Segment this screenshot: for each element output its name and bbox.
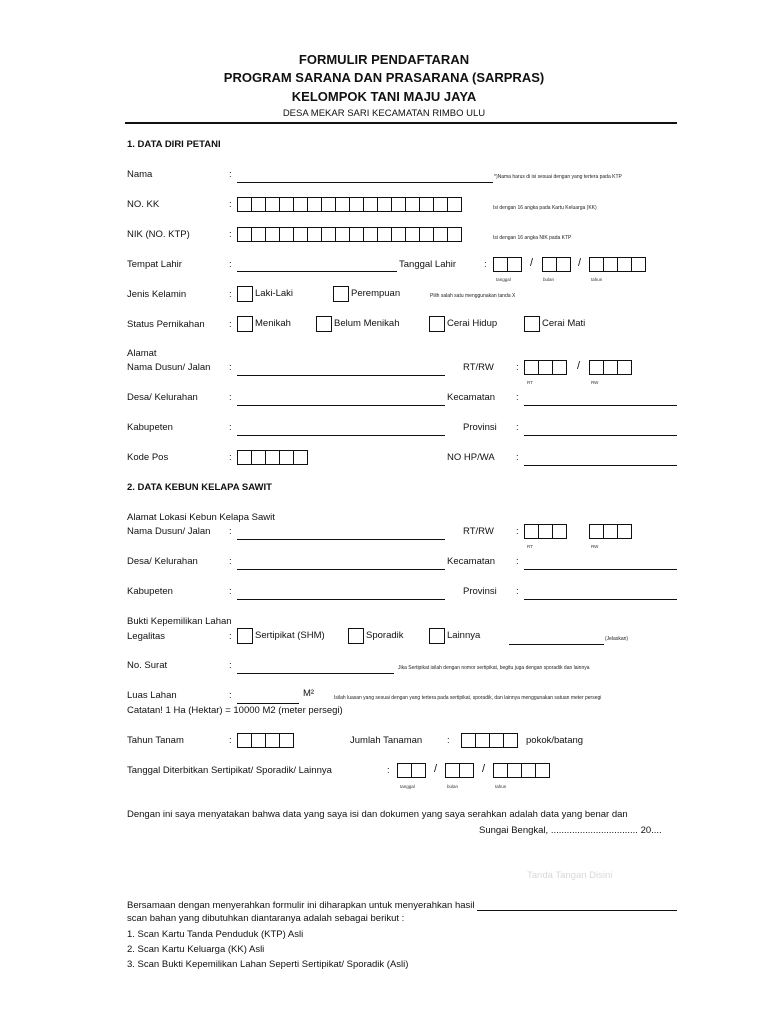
rt-rw-slash: /: [577, 360, 581, 372]
colon: :: [229, 169, 232, 180]
status-label: Status Pernikahan: [127, 319, 205, 330]
kabupeten-label: Kabupeten: [127, 422, 173, 433]
nosurat-label: No. Surat: [127, 660, 168, 671]
program-title: PROGRAM SARANA DAN PRASARANA (SARPRAS): [223, 70, 545, 85]
laki-checkbox[interactable]: [237, 286, 253, 302]
tahun-tanam-boxes[interactable]: [237, 733, 293, 748]
luas-note: Isilah luasan yang sesuai dengan yang tertera pada sertipikat, sporadik, dan lainnya menggunakan satuan meter persegi: [334, 695, 602, 701]
nosurat-note: Jika Sertipikat isilah dengan nomor sertipikat, begitu juga dengan sporadik dan lainnya: [398, 665, 590, 671]
date-slash: /: [434, 763, 438, 775]
nik-label: NIK (NO. KTP): [127, 229, 190, 240]
nama-field[interactable]: [237, 182, 493, 183]
colon: :: [229, 526, 232, 537]
lainnya-checkbox[interactable]: [429, 628, 445, 644]
group-title: KELOMPOK TANI MAJU JAYA: [291, 89, 477, 104]
colon: :: [229, 735, 232, 746]
luas-label: Luas Lahan: [127, 690, 177, 701]
tempat-lahir-field[interactable]: [237, 271, 397, 272]
shm-checkbox[interactable]: [237, 628, 253, 644]
kabupeten-field[interactable]: [237, 435, 445, 436]
requirement-item: 2. Scan Kartu Keluarga (KK) Asli: [127, 944, 265, 955]
tahun-caption: tahun: [591, 277, 603, 282]
cerai-mati-label: Cerai Mati: [542, 318, 586, 329]
colon: :: [516, 392, 519, 403]
alamat-kebun-label: Alamat Lokasi Kebun Kelapa Sawit: [127, 512, 275, 523]
provinsi-field[interactable]: [524, 435, 677, 436]
rtrw-label: RT/RW: [463, 362, 494, 373]
bulan-caption: bulan: [447, 784, 459, 789]
kk-note: Isi dengan 16 angka pada Kartu Keluarga (KK): [493, 205, 597, 211]
kebun-kecamatan-label: Kecamatan: [447, 556, 496, 567]
menikah-checkbox[interactable]: [237, 316, 253, 332]
lainnya-label: Lainnya: [447, 630, 481, 641]
colon: :: [229, 660, 232, 671]
kebun-kabupeten-label: Kabupeten: [127, 586, 173, 597]
kebun-rtrw-label: RT/RW: [463, 526, 494, 537]
kebun-provinsi-label: Provinsi: [463, 586, 497, 597]
legalitas-label: Legalitas: [127, 631, 166, 642]
nama-note: *)Nama harus di isi sesuai dengan yang tertera pada KTP: [494, 174, 622, 180]
menikah-label: Menikah: [255, 318, 291, 329]
nama-label: Nama: [127, 169, 153, 180]
jenis-kelamin-label: Jenis Kelamin: [127, 289, 187, 300]
village-subtitle: DESA MEKAR SARI KECAMATAN RIMBO ULU: [282, 108, 486, 119]
kebun-rt-boxes[interactable]: [524, 524, 566, 539]
dusun-label: Nama Dusun/ Jalan: [127, 362, 211, 373]
perempuan-label: Perempuan: [351, 288, 401, 299]
desa-field[interactable]: [237, 405, 445, 406]
luas-field[interactable]: [237, 703, 299, 704]
lainnya-field[interactable]: [509, 644, 604, 645]
colon: :: [229, 452, 232, 463]
kebun-desa-field[interactable]: [237, 569, 445, 570]
jumlah-boxes[interactable]: [461, 733, 517, 748]
colon: :: [229, 259, 232, 270]
nohp-label: NO HP/WA: [447, 452, 495, 463]
kecamatan-label: Kecamatan: [447, 392, 496, 403]
kebun-kecamatan-field[interactable]: [524, 569, 677, 570]
section-2-heading: 2. DATA KEBUN KELAPA SAWIT: [127, 482, 272, 493]
rt-caption: RT: [527, 544, 533, 549]
colon: :: [516, 422, 519, 433]
tanggal-terbit-label: Tanggal Diterbitkan Sertipikat/ Sporadik/ Lainnya: [127, 765, 332, 776]
dusun-field[interactable]: [237, 375, 445, 376]
requirement-item: 1. Scan Kartu Tanda Penduduk (KTP) Asli: [127, 929, 304, 940]
colon: :: [229, 319, 232, 330]
colon: :: [229, 631, 232, 642]
tempat-lahir-label: Tempat Lahir: [127, 259, 182, 270]
kecamatan-field[interactable]: [524, 405, 677, 406]
colon: :: [229, 690, 232, 701]
tanggal-lahir-label: Tanggal Lahir: [399, 259, 457, 270]
pilih-note: Pilih salah satu menggunakan tanda X: [430, 293, 516, 299]
alamat-label: Alamat: [127, 348, 157, 359]
cerai-hidup-checkbox[interactable]: [429, 316, 445, 332]
nik-note: Isi dengan 16 angka NIK pada KTP: [493, 235, 572, 241]
rt-boxes[interactable]: [524, 360, 566, 375]
footer-line-2: scan bahan yang dibutuhkan diantaranya adalah sebagai berikut :: [127, 913, 405, 924]
colon: :: [516, 556, 519, 567]
belum-menikah-label: Belum Menikah: [334, 318, 400, 329]
footer-line-1: Bersamaan dengan menyerahkan formulir ini diharapkan untuk menyerahkan hasil: [127, 900, 475, 911]
bukti-label: Bukti Kepemilikan Lahan: [127, 616, 232, 627]
laki-label: Laki-Laki: [255, 288, 294, 299]
colon: :: [229, 289, 232, 300]
provinsi-label: Provinsi: [463, 422, 497, 433]
jelaskan-note: (Jelaskan): [605, 636, 629, 642]
kebun-dusun-field[interactable]: [237, 539, 445, 540]
terbit-year-boxes[interactable]: [493, 763, 549, 778]
nokk-label: NO. KK: [127, 199, 160, 210]
belum-menikah-checkbox[interactable]: [316, 316, 332, 332]
colon: :: [516, 586, 519, 597]
rw-boxes[interactable]: [589, 360, 631, 375]
nik-boxes[interactable]: [237, 227, 461, 242]
colon: :: [229, 199, 232, 210]
birth-year-boxes[interactable]: [589, 257, 645, 272]
tahun-tanam-label: Tahun Tanam: [127, 735, 184, 746]
header-divider: [125, 122, 677, 124]
kodepos-label: Kode Pos: [127, 452, 169, 463]
colon: :: [516, 452, 519, 463]
colon: :: [229, 392, 232, 403]
birth-day-boxes[interactable]: [493, 257, 521, 272]
jumlah-label: Jumlah Tanaman: [350, 735, 423, 746]
desa-label: Desa/ Kelurahan: [127, 392, 198, 403]
colon: :: [516, 362, 519, 373]
kebun-provinsi-field[interactable]: [524, 599, 677, 600]
shm-label: Sertipikat (SHM): [255, 630, 325, 641]
section-1-heading: 1. DATA DIRI PETANI: [127, 139, 221, 150]
kebun-rw-boxes[interactable]: [589, 524, 631, 539]
date-slash: /: [530, 257, 534, 269]
tanggal-caption: tanggal: [400, 784, 415, 789]
m2-unit: M²: [303, 688, 315, 699]
signature-placeholder: Tanda Tangan Disini: [527, 870, 613, 881]
birth-month-boxes[interactable]: [542, 257, 570, 272]
terbit-day-boxes[interactable]: [397, 763, 425, 778]
sporadik-label: Sporadik: [366, 630, 404, 641]
cerai-mati-checkbox[interactable]: [524, 316, 540, 332]
terbit-month-boxes[interactable]: [445, 763, 473, 778]
perempuan-checkbox[interactable]: [333, 286, 349, 302]
tahun-caption: tahun: [495, 784, 507, 789]
bulan-caption: bulan: [543, 277, 555, 282]
requirement-item: 3. Scan Bukti Kepemilikan Lahan Seperti Sertipikat/ Sporadik (Asli): [127, 959, 409, 970]
rt-caption: RT: [527, 380, 533, 385]
kebun-kabupeten-field[interactable]: [237, 599, 445, 600]
form-title: FORMULIR PENDAFTARAN: [298, 52, 470, 67]
rw-caption: RW: [591, 380, 599, 385]
kebun-dusun-label: Nama Dusun/ Jalan: [127, 526, 211, 537]
colon: :: [229, 229, 232, 240]
catatan-text: Catatan! 1 Ha (Hektar) = 10000 M2 (meter persegi): [127, 705, 343, 716]
nosurat-field[interactable]: [237, 673, 394, 674]
declaration-text: Dengan ini saya menyatakan bahwa data yang saya isi dan dokumen yang saya serahkan adalah data yang benar dan: [127, 809, 628, 820]
tanggal-caption: tanggal: [496, 277, 511, 282]
kebun-desa-label: Desa/ Kelurahan: [127, 556, 198, 567]
cerai-hidup-label: Cerai Hidup: [447, 318, 498, 329]
colon: :: [229, 586, 232, 597]
sporadik-checkbox[interactable]: [348, 628, 364, 644]
kodepos-boxes[interactable]: [237, 450, 307, 465]
date-slash: /: [578, 257, 582, 269]
nokk-boxes[interactable]: [237, 197, 461, 212]
colon: :: [387, 765, 390, 776]
colon: :: [484, 259, 487, 270]
date-slash: /: [482, 763, 486, 775]
colon: :: [229, 556, 232, 567]
colon: :: [229, 362, 232, 373]
nohp-field[interactable]: [524, 465, 677, 466]
rw-caption: RW: [591, 544, 599, 549]
place-date: Sungai Bengkal, ................................. 20....: [479, 825, 662, 836]
colon: :: [229, 422, 232, 433]
pokok-label: pokok/batang: [526, 735, 584, 746]
colon: :: [447, 735, 450, 746]
signature-line[interactable]: [477, 910, 677, 911]
colon: :: [516, 526, 519, 537]
